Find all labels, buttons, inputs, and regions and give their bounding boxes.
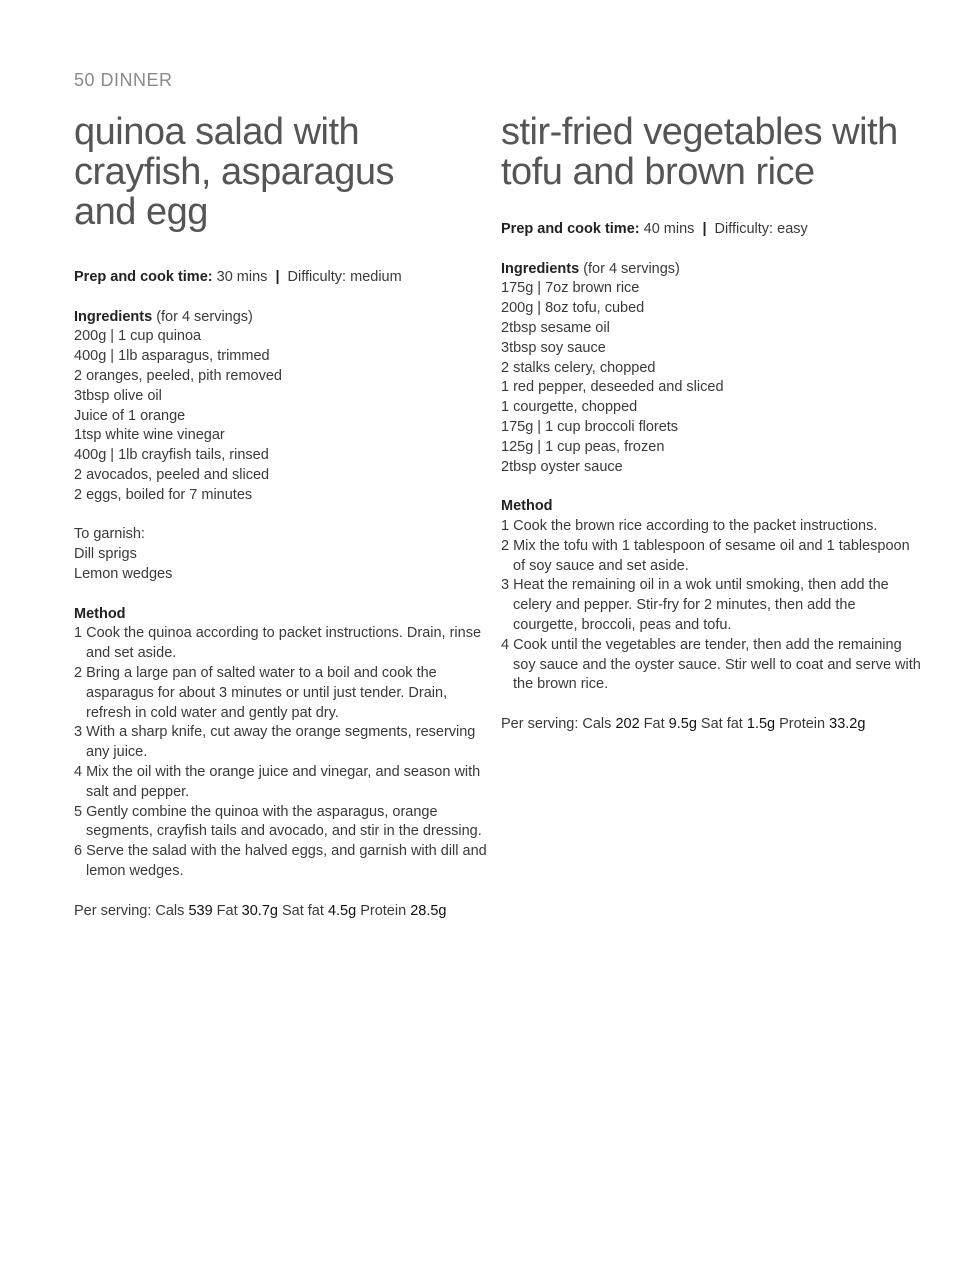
ingredients-label: Ingredients <box>501 260 580 277</box>
method-step: 3 With a sharp knife, cut away the orange segments, reserving any juice. <box>74 724 476 761</box>
ingredient-item: 2tbsp sesame oil <box>501 319 610 336</box>
ingredient-item: 2 oranges, peeled, pith removed <box>74 367 282 384</box>
fat-label: Fat <box>643 715 665 732</box>
ingredient-item: 2 eggs, boiled for 7 minutes <box>74 486 253 503</box>
cals-value: 202 <box>615 715 640 732</box>
protein-label: Protein <box>779 715 826 732</box>
difficulty-value: medium <box>350 269 402 285</box>
satfat-value: 4.5g <box>327 902 357 919</box>
ingredient-item: 1tsp white wine vinegar <box>74 427 225 444</box>
method-step: 2 Bring a large pan of salted water to a boil and cook the asparagus for about 3 minutes or until just tender. Drain, refresh in cold water and gently pat dry. <box>74 664 448 721</box>
method-step: 4 Mix the oil with the orange juice and vinegar, and season with salt and pepper. <box>74 763 481 800</box>
method-label: Method <box>74 605 126 622</box>
ingredients-heading <box>501 260 921 280</box>
difficulty-label: Difficulty: <box>287 269 347 285</box>
method-label: Method <box>501 498 553 515</box>
ingredient-item: 2tbsp oyster sauce <box>501 458 623 475</box>
satfat-value: 1.5g <box>746 715 776 732</box>
method-step: 1 Cook the quinoa according to packet instructions. Drain, rinse and set aside. <box>74 625 482 662</box>
garnish-section <box>74 525 494 584</box>
ingredient-item: 400g | 1lb crayfish tails, rinsed <box>74 447 269 464</box>
page-header: 50 DINNER <box>74 70 173 90</box>
protein-value: 28.5g <box>410 902 447 919</box>
method-step: 5 Gently combine the quinoa with the asparagus, orange segments, crayfish tails and avocado, and stir in the dressing. <box>74 803 482 840</box>
ingredient-item: 400g | 1lb asparagus, trimmed <box>74 348 270 365</box>
method-section <box>501 497 921 695</box>
difficulty-value: easy <box>777 221 808 237</box>
ingredients-label: Ingredients <box>74 308 153 325</box>
protein-value: 33.2g <box>829 715 866 732</box>
garnish-item: Dill sprigs <box>74 546 137 563</box>
fat-value: 9.5g <box>668 715 697 732</box>
method-step: 2 Mix the tofu with 1 tablespoon of sesame oil and 1 tablespoon of soy sauce and set aside. <box>501 537 910 574</box>
ingredient-item: 3tbsp soy sauce <box>501 339 606 356</box>
prep-label: Prep and cook time: <box>501 221 640 237</box>
ingredients-section <box>501 260 921 478</box>
ingredient-item: 3tbsp olive oil <box>74 387 162 404</box>
ingredient-item: 200g | 1 cup quinoa <box>74 328 202 345</box>
ingredient-item: 175g | 7oz brown rice <box>501 280 640 297</box>
servings: (for 4 servings) <box>583 260 680 277</box>
satfat-label: Sat fat <box>281 902 324 919</box>
separator: | <box>702 221 707 237</box>
recipe-quinoa-salad <box>74 112 494 921</box>
nutrition-info <box>501 715 921 735</box>
nutrition-prefix: Per serving: Cals <box>501 715 612 732</box>
method-step: 1 Cook the brown rice according to the packet instructions. <box>501 517 878 534</box>
method-heading <box>74 605 494 625</box>
fat-value: 30.7g <box>241 902 278 919</box>
servings: (for 4 servings) <box>156 308 253 325</box>
prep-value: 40 mins <box>643 221 695 237</box>
ingredient-item: 200g | 8oz tofu, cubed <box>501 300 645 317</box>
method-section <box>74 605 494 882</box>
nutrition-prefix: Per serving: Cals <box>74 902 185 919</box>
method-step: 6 Serve the salad with the halved eggs, and garnish with dill and lemon wedges. <box>74 843 487 879</box>
method-heading <box>501 497 921 517</box>
ingredient-item: 125g | 1 cup peas, frozen <box>501 438 665 455</box>
recipe-title: quinoa salad with crayfish, asparagus and egg <box>74 111 394 233</box>
cals-value: 539 <box>188 902 213 919</box>
ingredient-item: 1 courgette, chopped <box>501 399 638 416</box>
method-step: 4 Cook until the vegetables are tender, then add the remaining soy sauce and the oyster sauce. Stir well to coat and serve with the brown rice. <box>501 636 921 693</box>
ingredient-item: 1 red pepper, deseeded and sliced <box>501 379 724 396</box>
prep-value: 30 mins <box>216 269 268 285</box>
difficulty-label: Difficulty: <box>714 221 774 237</box>
separator: | <box>275 269 280 285</box>
ingredient-item: 175g | 1 cup broccoli florets <box>501 418 679 435</box>
recipe-title: stir-fried vegetables with tofu and brown rice <box>501 111 898 193</box>
ingredient-item: Juice of 1 orange <box>74 407 186 424</box>
nutrition-info <box>74 902 494 922</box>
ingredient-item: 2 stalks celery, chopped <box>501 359 656 376</box>
fat-label: Fat <box>216 902 238 919</box>
garnish-item: Lemon wedges <box>74 565 173 582</box>
garnish-heading: To garnish: <box>74 526 145 543</box>
ingredients-heading <box>74 308 494 328</box>
recipe-stir-fried-vegetables <box>501 112 921 735</box>
ingredient-item: 2 avocados, peeled and sliced <box>74 466 270 483</box>
prep-meta <box>74 268 494 288</box>
prep-meta <box>501 220 921 240</box>
method-step: 3 Heat the remaining oil in a wok until smoking, then add the celery and pepper. Stir-fry for 2 minutes, then add the courgette, broccoli, peas and tofu. <box>501 577 889 633</box>
satfat-label: Sat fat <box>700 715 743 732</box>
prep-label: Prep and cook time: <box>74 269 213 285</box>
ingredients-section <box>74 308 494 506</box>
protein-label: Protein <box>360 902 407 919</box>
